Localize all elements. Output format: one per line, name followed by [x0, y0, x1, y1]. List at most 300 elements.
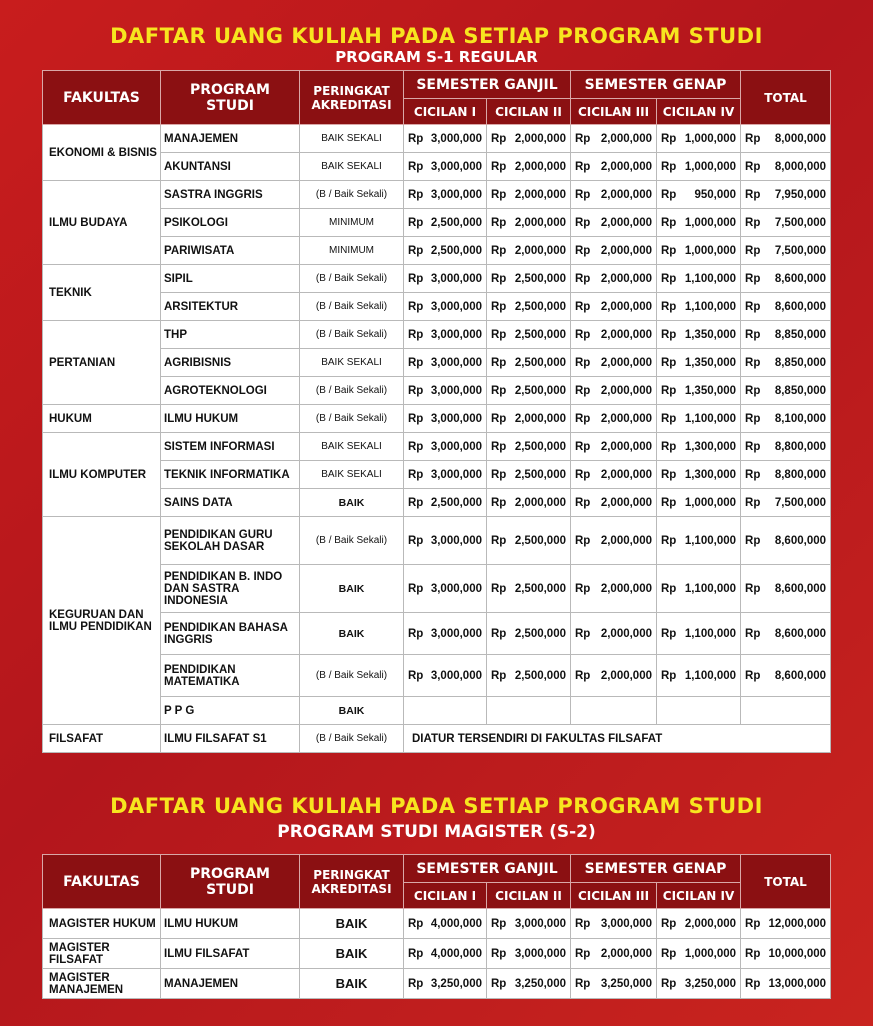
program-name: SASTRA INGGRIS	[161, 181, 300, 209]
amount-value: 2,000,000	[514, 412, 566, 425]
faculty-name: KEGURUAN DAN ILMU PENDIDIKAN	[43, 517, 161, 725]
installment-1	[404, 181, 487, 209]
s2-header-cicilan-4: CICILAN IV	[657, 883, 741, 909]
currency-label: Rp	[661, 132, 677, 145]
accreditation: (B / Baik Sekali)	[300, 405, 404, 433]
installment-2	[487, 181, 571, 209]
faculty-name: ILMU BUDAYA	[43, 181, 161, 265]
currency-label: Rp	[745, 216, 761, 229]
faculty-name: ILMU KOMPUTER	[43, 433, 161, 517]
program-name: ARSITEKTUR	[161, 293, 300, 321]
accreditation: (B / Baik Sekali)	[300, 655, 404, 697]
currency-label: Rp	[491, 216, 507, 229]
amount-value: 2,500,000	[514, 468, 566, 481]
program-name: AKUNTANSI	[161, 153, 300, 181]
s2-header-total: TOTAL	[741, 855, 831, 909]
amount-value: 3,000,000	[430, 440, 482, 453]
total-amount	[741, 655, 831, 697]
amount-value: 8,850,000	[774, 328, 827, 341]
amount-value: 3,000,000	[430, 468, 482, 481]
installment-3	[571, 565, 657, 613]
amount-value: 2,000,000	[600, 534, 652, 547]
installment-2	[487, 655, 571, 697]
header-total: TOTAL	[741, 71, 831, 125]
installment-4	[657, 321, 741, 349]
amount-value: 3,000,000	[600, 917, 652, 930]
accreditation: BAIK SEKALI	[300, 125, 404, 153]
currency-label: Rp	[745, 627, 761, 640]
s1-fee-table	[42, 70, 831, 753]
installment-3	[571, 349, 657, 377]
header-cicilan-2: CICILAN II	[487, 99, 571, 125]
installment-3	[571, 181, 657, 209]
s1-subtitle: PROGRAM S-1 REGULAR	[335, 48, 538, 66]
installment-2	[487, 969, 571, 999]
program-name: ILMU FILSAFAT S1	[161, 725, 300, 753]
currency-label: Rp	[575, 917, 591, 930]
accreditation: (B / Baik Sekali)	[300, 181, 404, 209]
currency-label: Rp	[745, 947, 761, 960]
currency-label: Rp	[408, 496, 424, 509]
installment-1	[404, 517, 487, 565]
amount-value: 8,000,000	[774, 160, 827, 173]
accreditation: BAIK SEKALI	[300, 349, 404, 377]
header-semester-ganjil: SEMESTER GANJIL	[404, 71, 571, 99]
installment-3	[571, 321, 657, 349]
amount-value: 2,000,000	[600, 272, 652, 285]
amount-value: 2,000,000	[600, 412, 652, 425]
table-row	[43, 377, 831, 405]
installment-1	[404, 293, 487, 321]
amount-value: 1,000,000	[684, 244, 737, 257]
currency-label: Rp	[491, 244, 507, 257]
amount-value: 12,000,000	[768, 917, 827, 930]
amount-value: 4,000,000	[430, 947, 482, 960]
amount-value: 1,000,000	[684, 947, 737, 960]
currency-label: Rp	[661, 669, 677, 682]
header-semester-genap: SEMESTER GENAP	[571, 71, 741, 99]
installment-3	[571, 125, 657, 153]
program-name: PENDIDIKAN MATEMATIKA	[161, 655, 300, 697]
amount-value: 2,000,000	[600, 160, 652, 173]
amount-value: 2,000,000	[600, 627, 652, 640]
installment-3	[571, 461, 657, 489]
currency-label: Rp	[661, 412, 677, 425]
total-amount	[741, 377, 831, 405]
amount-value: 3,000,000	[430, 160, 482, 173]
currency-label: Rp	[575, 300, 591, 313]
header-cicilan-4: CICILAN IV	[657, 99, 741, 125]
amount-value: 1,100,000	[684, 582, 737, 595]
faculty-name: MAGISTER MANAJEMEN	[43, 969, 161, 999]
total-amount	[741, 433, 831, 461]
amount-value: 7,500,000	[774, 496, 827, 509]
faculty-name: HUKUM	[43, 405, 161, 433]
amount-value: 2,000,000	[514, 496, 566, 509]
amount-value: 1,100,000	[684, 534, 737, 547]
amount-value: 8,600,000	[774, 272, 827, 285]
currency-label: Rp	[491, 627, 507, 640]
accreditation: (B / Baik Sekali)	[300, 321, 404, 349]
amount-value: 2,000,000	[514, 160, 566, 173]
installment-4	[657, 181, 741, 209]
currency-label: Rp	[745, 669, 761, 682]
amount-value: 2,500,000	[514, 300, 566, 313]
currency-label: Rp	[408, 132, 424, 145]
amount-value: 2,000,000	[684, 917, 737, 930]
currency-label: Rp	[575, 627, 591, 640]
program-name: SISTEM INFORMASI	[161, 433, 300, 461]
amount-value: 2,000,000	[600, 468, 652, 481]
amount-value: 7,500,000	[774, 244, 827, 257]
total-amount	[741, 293, 831, 321]
installment-3	[571, 265, 657, 293]
table-row	[43, 125, 831, 153]
s2-fee-table	[42, 854, 831, 999]
program-name: TEKNIK INFORMATIKA	[161, 461, 300, 489]
currency-label: Rp	[661, 160, 677, 173]
currency-label: Rp	[745, 468, 761, 481]
amount-value: 1,350,000	[684, 328, 737, 341]
installment-2	[487, 433, 571, 461]
amount-value: 2,500,000	[430, 244, 482, 257]
amount-value: 3,000,000	[430, 356, 482, 369]
amount-value: 3,000,000	[514, 947, 566, 960]
currency-label: Rp	[575, 188, 591, 201]
amount-value: 1,100,000	[684, 412, 737, 425]
accreditation: BAIK	[300, 565, 404, 613]
currency-label: Rp	[408, 328, 424, 341]
accreditation: (B / Baik Sekali)	[300, 293, 404, 321]
program-name: SIPIL	[161, 265, 300, 293]
s2-header-cicilan-1: CICILAN I	[404, 883, 487, 909]
table-row	[43, 725, 831, 753]
installment-1	[404, 461, 487, 489]
installment-1	[404, 433, 487, 461]
installment-1	[404, 349, 487, 377]
amount-value: 2,000,000	[600, 496, 652, 509]
accreditation: BAIK	[300, 697, 404, 725]
currency-label: Rp	[745, 300, 761, 313]
program-name: PENDIDIKAN BAHASA INGGRIS	[161, 613, 300, 655]
installment-1	[404, 125, 487, 153]
accreditation: BAIK	[300, 939, 404, 969]
currency-label: Rp	[491, 356, 507, 369]
currency-label: Rp	[491, 440, 507, 453]
program-name: THP	[161, 321, 300, 349]
installment-3	[571, 405, 657, 433]
program-name: PENDIDIKAN GURU SEKOLAH DASAR	[161, 517, 300, 565]
installment-2	[487, 939, 571, 969]
installment-1	[404, 489, 487, 517]
amount-value: 8,600,000	[774, 627, 827, 640]
table-row	[43, 461, 831, 489]
currency-label: Rp	[491, 328, 507, 341]
currency-label: Rp	[745, 534, 761, 547]
amount-value: 3,000,000	[430, 188, 482, 201]
currency-label: Rp	[745, 160, 761, 173]
program-name: AGRIBISNIS	[161, 349, 300, 377]
table-row	[43, 349, 831, 377]
table-row	[43, 517, 831, 565]
installment-3	[571, 293, 657, 321]
amount-value: 8,600,000	[774, 582, 827, 595]
currency-label: Rp	[491, 160, 507, 173]
amount-value: 3,000,000	[430, 412, 482, 425]
amount-value: 8,850,000	[774, 356, 827, 369]
amount-value: 2,500,000	[430, 216, 482, 229]
amount-value: 3,000,000	[430, 669, 482, 682]
accreditation: BAIK	[300, 969, 404, 999]
faculty-name: TEKNIK	[43, 265, 161, 321]
total-amount	[741, 265, 831, 293]
installment-3	[571, 613, 657, 655]
currency-label: Rp	[575, 356, 591, 369]
installment-4	[657, 655, 741, 697]
installment-3	[571, 969, 657, 999]
s2-header-akreditasi: PERINGKAT AKREDITASI	[300, 855, 404, 909]
amount-value: 4,000,000	[430, 917, 482, 930]
currency-label: Rp	[745, 977, 761, 990]
accreditation: BAIK	[300, 909, 404, 939]
amount-value: 2,000,000	[600, 244, 652, 257]
amount-value: 2,500,000	[514, 440, 566, 453]
amount-value: 1,100,000	[684, 300, 737, 313]
table-row	[43, 909, 831, 939]
currency-label: Rp	[745, 496, 761, 509]
accreditation: (B / Baik Sekali)	[300, 725, 404, 753]
installment-3	[571, 909, 657, 939]
installment-4	[657, 349, 741, 377]
installment-4	[657, 209, 741, 237]
installment-4	[657, 969, 741, 999]
installment-1	[404, 377, 487, 405]
currency-label: Rp	[575, 384, 591, 397]
amount-value: 3,000,000	[430, 582, 482, 595]
currency-label: Rp	[575, 272, 591, 285]
currency-label: Rp	[575, 468, 591, 481]
currency-label: Rp	[491, 468, 507, 481]
currency-label: Rp	[491, 947, 507, 960]
currency-label: Rp	[661, 947, 677, 960]
installment-2	[487, 349, 571, 377]
amount-value: 2,000,000	[600, 188, 652, 201]
currency-label: Rp	[575, 496, 591, 509]
installment-2	[487, 209, 571, 237]
amount-value: 3,000,000	[514, 917, 566, 930]
currency-label: Rp	[745, 188, 761, 201]
amount-value: 2,000,000	[600, 300, 652, 313]
installment-3	[571, 209, 657, 237]
total-amount	[741, 613, 831, 655]
program-name: PARIWISATA	[161, 237, 300, 265]
program-name: SAINS DATA	[161, 489, 300, 517]
program-name: ILMU HUKUM	[161, 909, 300, 939]
table-row	[43, 939, 831, 969]
currency-label: Rp	[408, 188, 424, 201]
installment-1	[404, 939, 487, 969]
amount-value: 2,000,000	[514, 216, 566, 229]
amount-value: 2,000,000	[600, 132, 652, 145]
total-amount	[741, 697, 831, 725]
installment-2	[487, 405, 571, 433]
amount-value: 2,500,000	[514, 627, 566, 640]
table-row	[43, 489, 831, 517]
faculty-name: PERTANIAN	[43, 321, 161, 405]
installment-1	[404, 265, 487, 293]
table-row	[43, 655, 831, 697]
accreditation: BAIK SEKALI	[300, 433, 404, 461]
installment-3	[571, 697, 657, 725]
currency-label: Rp	[408, 356, 424, 369]
currency-label: Rp	[745, 244, 761, 257]
faculty-name: MAGISTER FILSAFAT	[43, 939, 161, 969]
currency-label: Rp	[408, 977, 424, 990]
total-amount	[741, 209, 831, 237]
installment-2	[487, 265, 571, 293]
total-amount	[741, 461, 831, 489]
accreditation: MINIMUM	[300, 237, 404, 265]
amount-value: 2,000,000	[514, 244, 566, 257]
currency-label: Rp	[575, 440, 591, 453]
table-row	[43, 265, 831, 293]
amount-value: 1,300,000	[684, 440, 737, 453]
currency-label: Rp	[661, 216, 677, 229]
installment-3	[571, 237, 657, 265]
installment-3	[571, 433, 657, 461]
installment-2	[487, 565, 571, 613]
amount-value: 2,000,000	[514, 132, 566, 145]
total-amount	[741, 321, 831, 349]
currency-label: Rp	[575, 977, 591, 990]
amount-value: 3,000,000	[430, 534, 482, 547]
amount-value: 10,000,000	[768, 947, 827, 960]
amount-value: 13,000,000	[768, 977, 827, 990]
currency-label: Rp	[491, 412, 507, 425]
currency-label: Rp	[575, 582, 591, 595]
total-amount	[741, 939, 831, 969]
currency-label: Rp	[661, 582, 677, 595]
amount-value: 2,000,000	[600, 669, 652, 682]
currency-label: Rp	[661, 627, 677, 640]
s2-header-cicilan-3: CICILAN III	[571, 883, 657, 909]
currency-label: Rp	[661, 300, 677, 313]
amount-value: 2,500,000	[430, 496, 482, 509]
table-row	[43, 405, 831, 433]
installment-3	[571, 655, 657, 697]
total-amount	[741, 153, 831, 181]
installment-2	[487, 461, 571, 489]
table-row	[43, 321, 831, 349]
amount-value: 7,500,000	[774, 216, 827, 229]
currency-label: Rp	[661, 917, 677, 930]
amount-value: 1,000,000	[684, 160, 737, 173]
program-name: P P G	[161, 697, 300, 725]
total-amount	[741, 349, 831, 377]
amount-value: 8,600,000	[774, 534, 827, 547]
currency-label: Rp	[491, 977, 507, 990]
amount-value: 2,000,000	[600, 328, 652, 341]
currency-label: Rp	[408, 160, 424, 173]
installment-1	[404, 153, 487, 181]
currency-label: Rp	[491, 300, 507, 313]
program-name: ILMU HUKUM	[161, 405, 300, 433]
installment-4	[657, 697, 741, 725]
currency-label: Rp	[491, 534, 507, 547]
amount-value: 8,600,000	[774, 669, 827, 682]
table-row	[43, 565, 831, 613]
installment-2	[487, 293, 571, 321]
installment-4	[657, 489, 741, 517]
amount-value: 3,000,000	[430, 328, 482, 341]
installment-4	[657, 613, 741, 655]
s2-subtitle: PROGRAM STUDI MAGISTER (S-2)	[277, 822, 596, 842]
amount-value: 3,250,000	[430, 977, 482, 990]
program-name: MANAJEMEN	[161, 125, 300, 153]
program-name: ILMU FILSAFAT	[161, 939, 300, 969]
installment-4	[657, 265, 741, 293]
installment-4	[657, 377, 741, 405]
amount-value: 2,000,000	[600, 356, 652, 369]
currency-label: Rp	[408, 412, 424, 425]
amount-value: 950,000	[694, 188, 737, 201]
table-row	[43, 433, 831, 461]
currency-label: Rp	[408, 917, 424, 930]
currency-label: Rp	[491, 917, 507, 930]
accreditation: MINIMUM	[300, 209, 404, 237]
header-fakultas: FAKULTAS	[43, 71, 161, 125]
s2-header-program-studi: PROGRAM STUDI	[161, 855, 300, 909]
currency-label: Rp	[661, 328, 677, 341]
installment-4	[657, 125, 741, 153]
currency-label: Rp	[408, 244, 424, 257]
total-amount	[741, 565, 831, 613]
currency-label: Rp	[408, 669, 424, 682]
amount-value: 3,000,000	[430, 300, 482, 313]
currency-label: Rp	[661, 468, 677, 481]
installment-2	[487, 125, 571, 153]
currency-label: Rp	[575, 244, 591, 257]
s2-header-fakultas: FAKULTAS	[43, 855, 161, 909]
amount-value: 2,000,000	[600, 216, 652, 229]
amount-value: 3,000,000	[430, 272, 482, 285]
amount-value: 2,000,000	[600, 440, 652, 453]
installment-1	[404, 237, 487, 265]
table-row	[43, 969, 831, 999]
installment-4	[657, 405, 741, 433]
accreditation: BAIK	[300, 489, 404, 517]
amount-value: 1,350,000	[684, 384, 737, 397]
amount-value: 7,950,000	[774, 188, 827, 201]
table-row	[43, 613, 831, 655]
amount-value: 1,300,000	[684, 468, 737, 481]
header-cicilan-3: CICILAN III	[571, 99, 657, 125]
amount-value: 8,600,000	[774, 300, 827, 313]
total-amount	[741, 181, 831, 209]
currency-label: Rp	[491, 384, 507, 397]
amount-value: 1,000,000	[684, 216, 737, 229]
installment-2	[487, 489, 571, 517]
installment-2	[487, 613, 571, 655]
amount-value: 8,800,000	[774, 468, 827, 481]
currency-label: Rp	[408, 384, 424, 397]
currency-label: Rp	[745, 917, 761, 930]
currency-label: Rp	[575, 160, 591, 173]
currency-label: Rp	[661, 496, 677, 509]
currency-label: Rp	[661, 356, 677, 369]
special-note: DIATUR TERSENDIRI DI FAKULTAS FILSAFAT	[404, 725, 831, 753]
currency-label: Rp	[575, 328, 591, 341]
